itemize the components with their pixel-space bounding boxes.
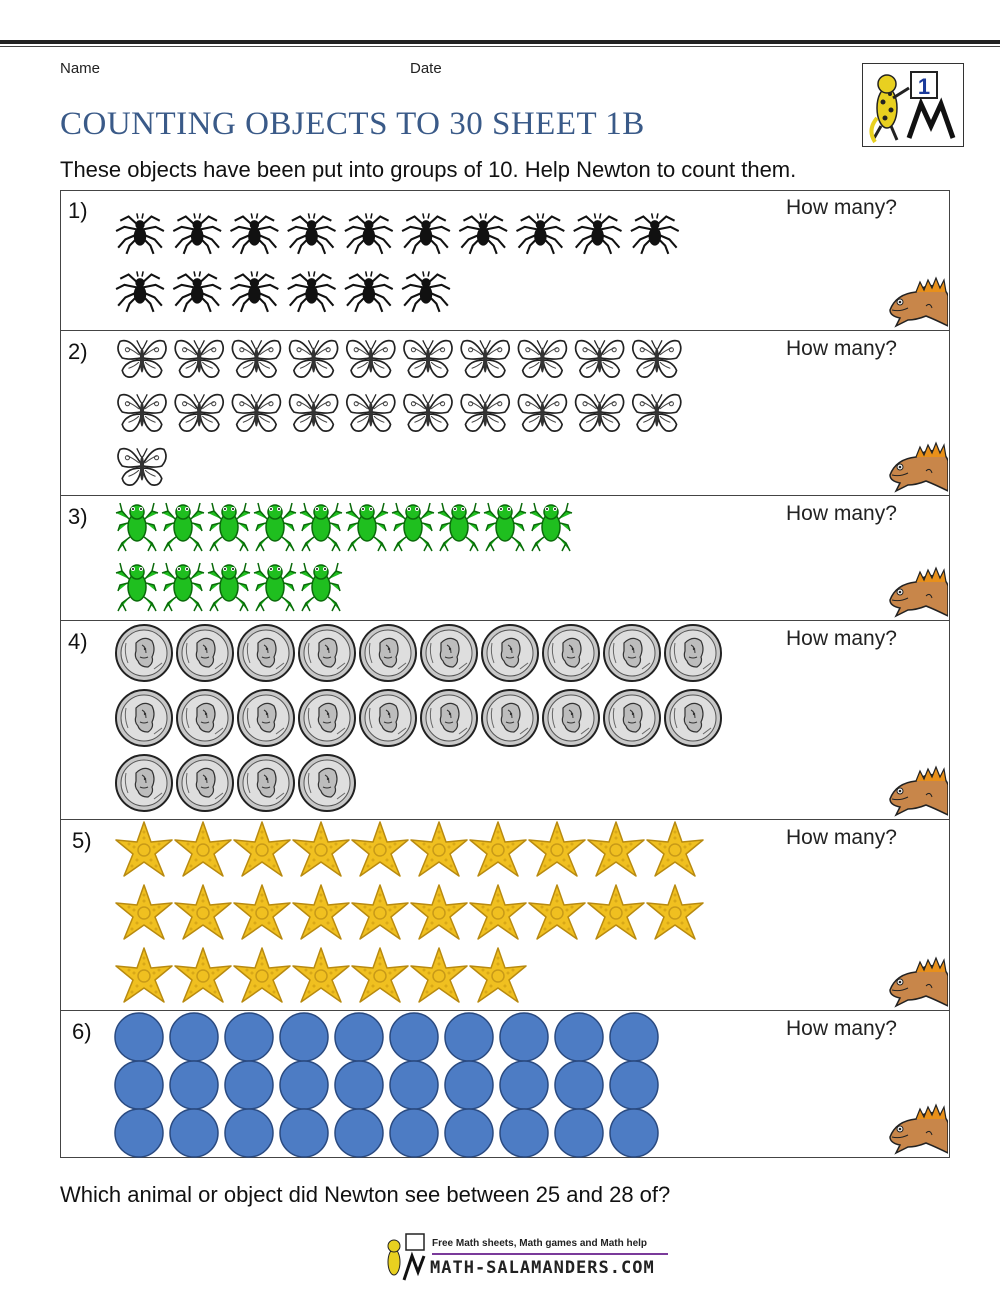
how-many-prompt: How many? [786,502,897,525]
circle-icon [115,1061,163,1109]
spider-group [60,190,760,331]
butterfly-icon [118,340,166,377]
circle-icon [335,1061,383,1109]
coin-icon [421,625,477,681]
question-number: 5) [72,828,92,853]
frog-icon [300,503,342,551]
spider-icon [116,213,164,254]
coin-icon [238,625,294,681]
spider-icon [173,271,221,312]
frog-icon [254,503,296,551]
starfish-icon [411,822,467,876]
coin-icon [299,625,355,681]
starfish-group [60,820,760,1011]
butterfly-icon [576,394,624,431]
coin-icon [177,625,233,681]
top-rule [0,40,1000,44]
spider-icon [516,213,564,254]
circle-icon [335,1013,383,1061]
circle-icon [500,1013,548,1061]
how-many-prompt: How many? [786,826,897,849]
coin-icon [299,755,355,811]
coin-icon [665,625,721,681]
starfish-icon [175,822,231,876]
question-row-2 [60,331,950,496]
starfish-icon [470,822,526,876]
name-label: Name [60,60,101,77]
circle-icon [115,1109,163,1157]
footer-tagline: Free Math sheets, Math games and Math help [432,1238,648,1249]
how-many-prompt: How many? [786,627,897,650]
butterfly-icon [404,340,452,377]
coin-icon [116,625,172,681]
starfish-icon [588,822,644,876]
circle-icon [390,1061,438,1109]
date-label: Date [410,60,442,77]
circle-icon [555,1061,603,1109]
newton-salamander-icon [886,759,948,817]
question-number: 6) [72,1019,92,1044]
newton-salamander-icon [886,950,948,1008]
spider-icon [173,213,221,254]
coin-icon [177,690,233,746]
frog-icon [208,563,250,611]
how-many-prompt: How many? [786,196,897,219]
frog-icon [346,503,388,551]
coin-icon [299,690,355,746]
butterfly-icon [518,394,566,431]
starfish-icon [411,885,467,939]
circle-icon [390,1013,438,1061]
question-number: 4) [68,629,88,654]
frog-icon [116,563,158,611]
salamander-logo [862,63,964,147]
coin-icon [360,625,416,681]
spider-icon [402,213,450,254]
question-row-4 [60,621,950,820]
coin-icon [482,625,538,681]
starfish-icon [116,885,172,939]
butterfly-icon [175,394,223,431]
starfish-icon [529,822,585,876]
starfish-icon [529,885,585,939]
circle-icon [170,1109,218,1157]
circle-icon [170,1013,218,1061]
starfish-icon [175,885,231,939]
butterfly-icon [461,340,509,377]
frog-icon [254,563,296,611]
frog-icon [438,503,480,551]
butterfly-icon [576,340,624,377]
butterfly-icon [232,340,280,377]
starfish-icon [116,822,172,876]
butterfly-icon [347,340,395,377]
instructions: These objects have been put into groups of 10. Help Newton to count them. [60,157,797,182]
spider-icon [345,213,393,254]
frog-icon [300,563,342,611]
starfish-icon [175,948,231,1002]
circle-icon [280,1061,328,1109]
spider-icon [345,271,393,312]
page-title: COUNTING OBJECTS TO 30 SHEET 1B [60,106,645,142]
starfish-icon [293,822,349,876]
footer-logo [380,1232,680,1282]
coin-icon [421,690,477,746]
how-many-prompt: How many? [786,337,897,360]
circle-icon [225,1013,273,1061]
coin-icon [665,690,721,746]
spider-icon [230,271,278,312]
circle-icon [280,1109,328,1157]
spider-icon [288,213,336,254]
footer-rule [432,1253,668,1255]
footer-site-link[interactable]: MATH-SALAMANDERS.COM [430,1258,655,1278]
newton-salamander-icon [886,1097,948,1155]
circle-icon [555,1013,603,1061]
svg-text:1: 1 [917,74,931,99]
circle-icon [280,1013,328,1061]
butterfly-icon [633,394,681,431]
frog-icon [116,503,158,551]
footer-salamander-icon [380,1232,428,1282]
butterfly-icon [404,394,452,431]
circle-icon [225,1109,273,1157]
coin-icon [604,690,660,746]
newton-salamander-icon [886,435,948,493]
butterfly-icon [518,340,566,377]
question-number: 3) [68,504,88,529]
frog-icon [530,503,572,551]
butterfly-icon [290,394,338,431]
circle-icon [445,1013,493,1061]
butterfly-icon [633,340,681,377]
question-row-5 [60,820,950,1011]
spider-icon [288,271,336,312]
coin-icon [543,690,599,746]
spider-icon [230,213,278,254]
circle-group [60,1011,760,1158]
coin-icon [543,625,599,681]
spider-icon [631,213,679,254]
circle-icon [445,1109,493,1157]
starfish-icon [293,948,349,1002]
top-rule-thin [0,46,1000,47]
butterfly-icon [175,340,223,377]
newton-salamander-icon [886,270,948,328]
butterfly-group [60,331,760,496]
question-row-1 [60,190,950,331]
starfish-icon [647,885,703,939]
circle-icon [170,1061,218,1109]
bonus-question: Which animal or object did Newton see between 25 and 28 of? [60,1182,671,1207]
coin-icon [604,625,660,681]
butterfly-icon [290,340,338,377]
question-row-3 [60,496,950,621]
question-row-6 [60,1011,950,1158]
circle-icon [335,1109,383,1157]
starfish-icon [470,948,526,1002]
starfish-icon [352,948,408,1002]
circle-icon [500,1061,548,1109]
starfish-icon [234,948,290,1002]
circle-icon [610,1061,658,1109]
coin-icon [116,690,172,746]
frog-group [60,496,760,621]
circle-icon [115,1013,163,1061]
starfish-icon [470,885,526,939]
butterfly-icon [347,394,395,431]
circle-icon [225,1061,273,1109]
frog-icon [484,503,526,551]
coin-icon [116,755,172,811]
butterfly-icon [118,448,166,485]
starfish-icon [411,948,467,1002]
starfish-icon [234,822,290,876]
butterfly-icon [118,394,166,431]
butterfly-icon [232,394,280,431]
circle-icon [555,1109,603,1157]
how-many-prompt: How many? [786,1017,897,1040]
frog-icon [208,503,250,551]
frog-icon [392,503,434,551]
starfish-icon [352,822,408,876]
spider-icon [116,271,164,312]
starfish-icon [116,948,172,1002]
circle-icon [500,1109,548,1157]
starfish-icon [647,822,703,876]
coin-icon [360,690,416,746]
spider-icon [402,271,450,312]
coin-group [60,621,760,820]
starfish-icon [352,885,408,939]
question-number: 1) [68,198,88,223]
coin-icon [238,690,294,746]
circle-icon [445,1061,493,1109]
coin-icon [238,755,294,811]
circle-icon [610,1013,658,1061]
starfish-icon [234,885,290,939]
frog-icon [162,503,204,551]
circle-icon [390,1109,438,1157]
coin-icon [482,690,538,746]
newton-salamander-icon [886,560,948,618]
spider-icon [574,213,622,254]
frog-icon [162,563,204,611]
butterfly-icon [461,394,509,431]
starfish-icon [293,885,349,939]
coin-icon [177,755,233,811]
starfish-icon [588,885,644,939]
question-number: 2) [68,339,88,364]
spider-icon [459,213,507,254]
circle-icon [610,1109,658,1157]
